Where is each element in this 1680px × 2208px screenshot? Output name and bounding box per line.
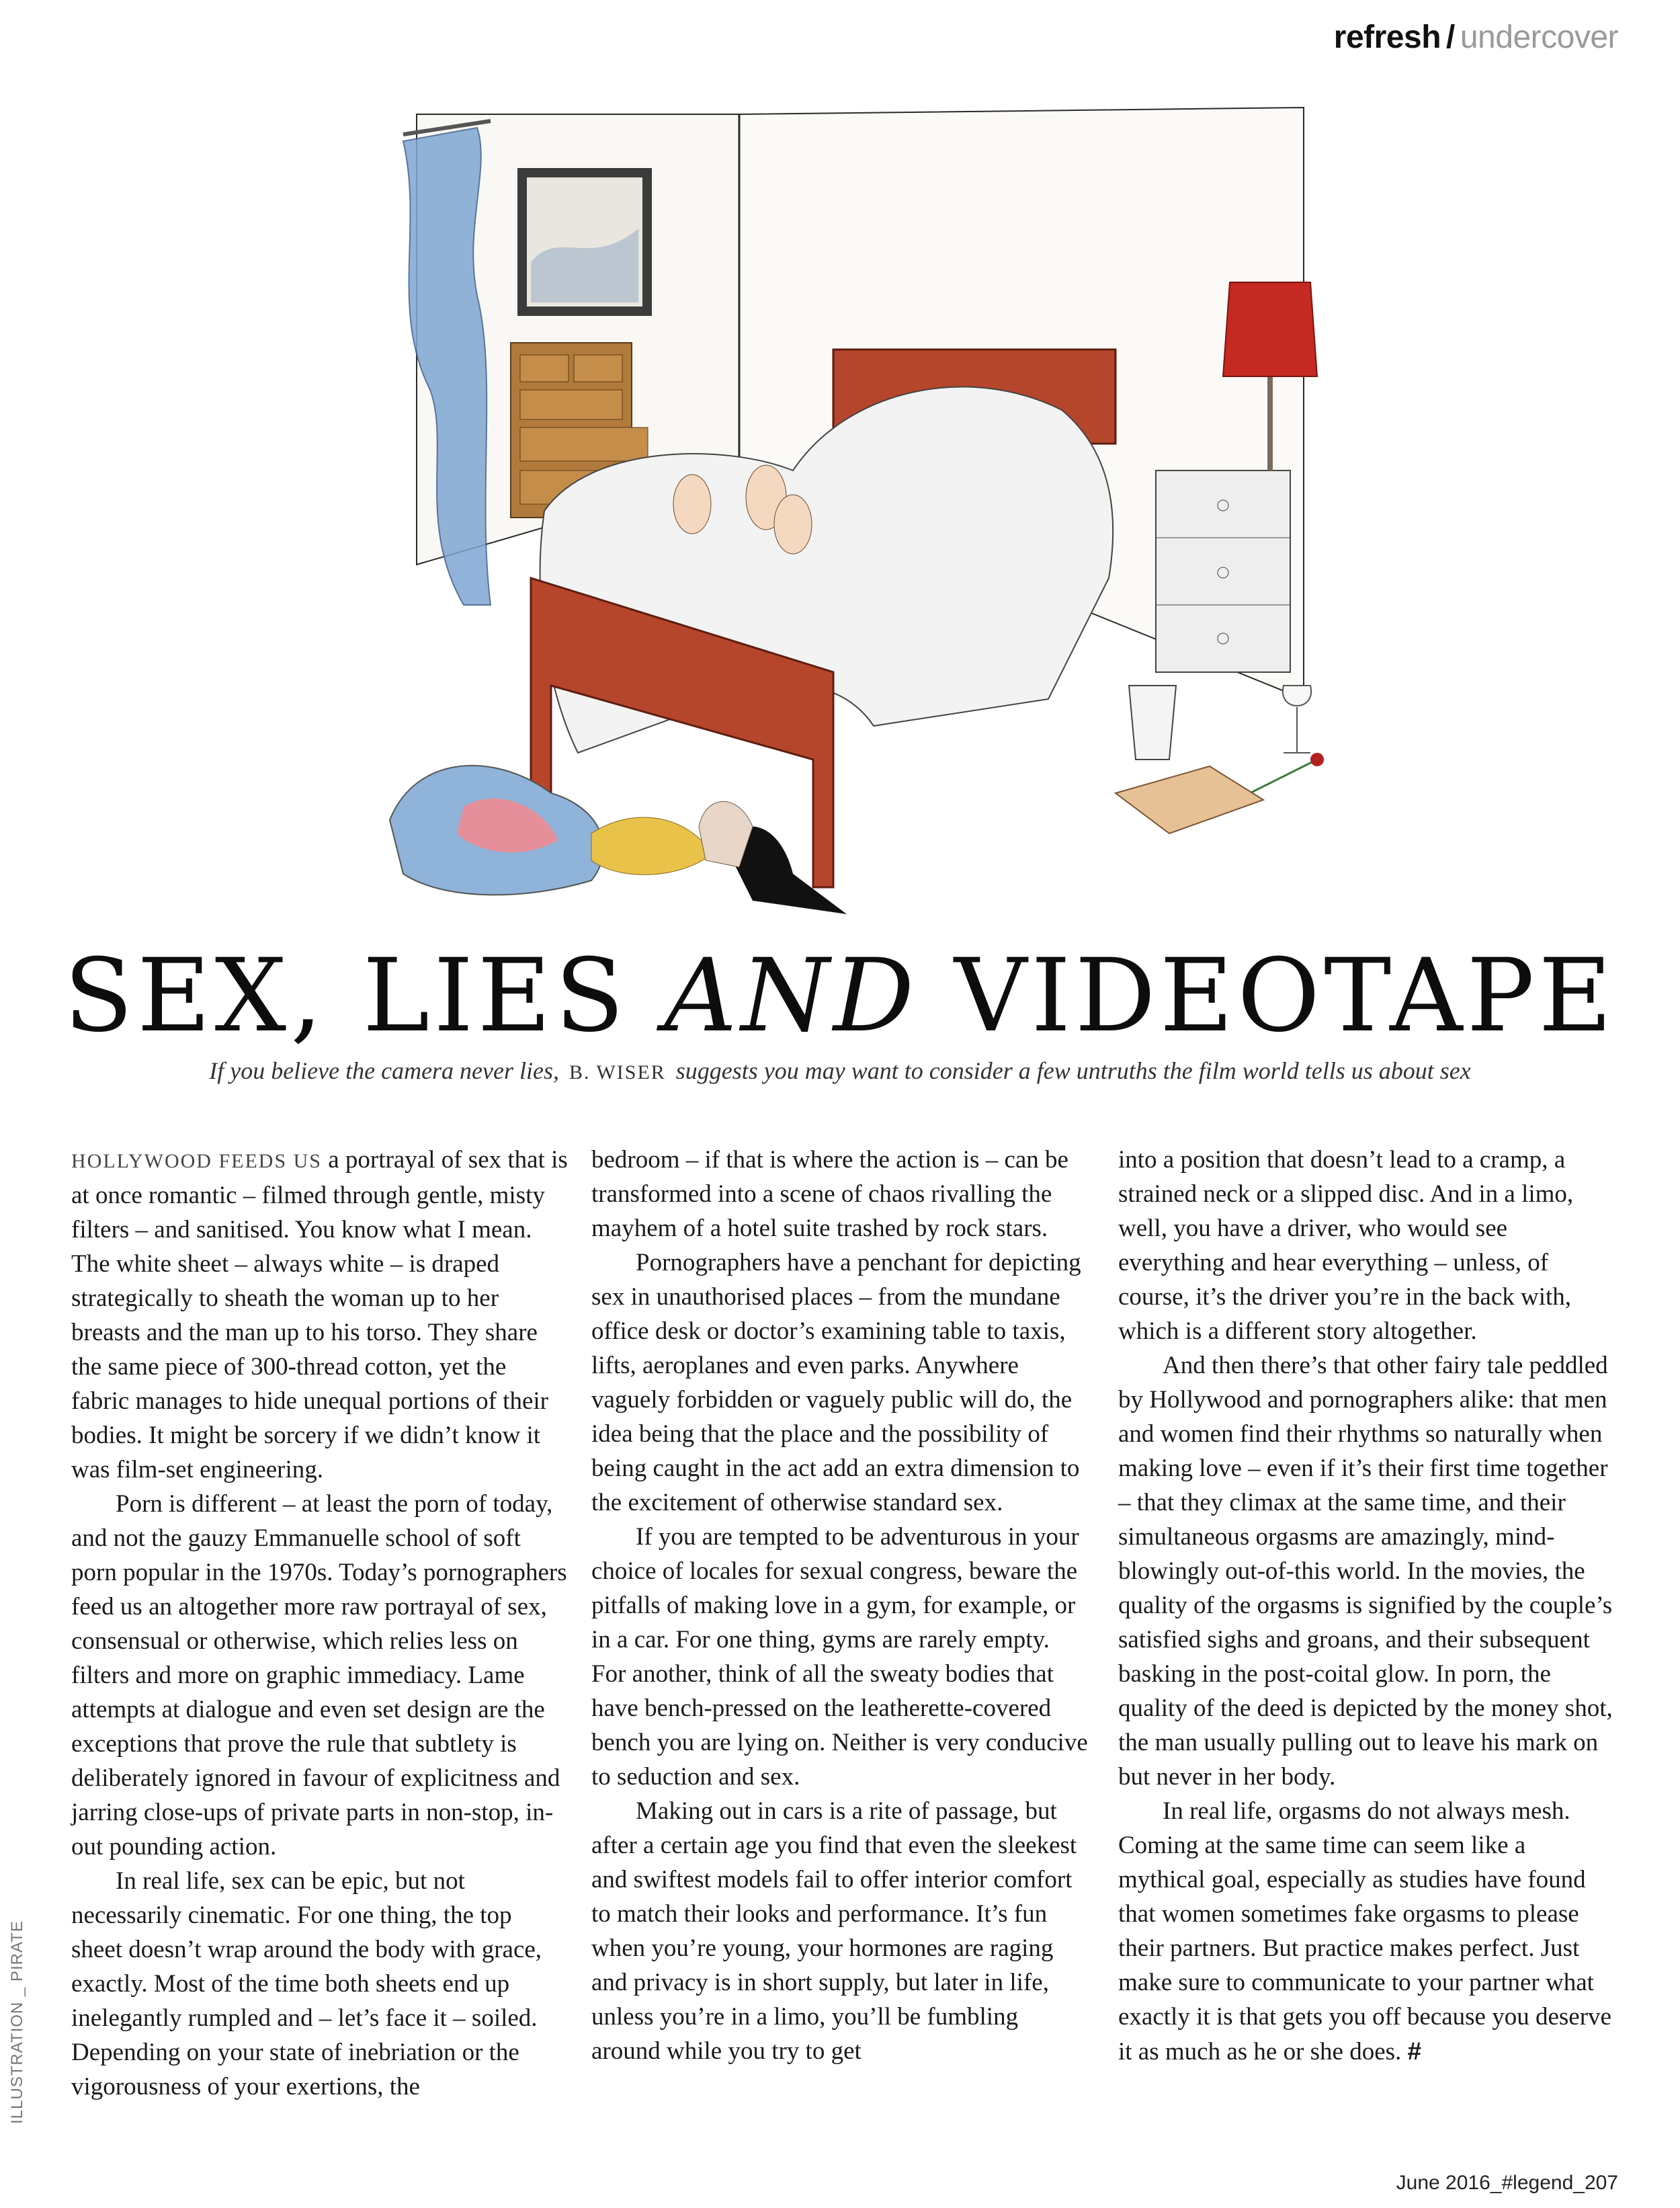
rose-stem [1250,760,1317,793]
paragraph-text: a portrayal of sex that is at once romantic – filmed through gentle, misty filters – and sanitised. You know what I mean. The white sheet – always white – is draped strategically to sheath the woman up to her breasts and the man up to his torso. They share the same piece of 300-thread cotton, yet the fabric manages to hide unequal portions of their bodies. It might be sorcery if we didn’t know it was film-set engineering. [71,1146,568,1483]
clothes-garment [591,817,712,874]
section-tag [1334,19,1618,56]
paragraph: Porn is different – at least the porn of today, and not the gauzy Emmanuelle school of soft porn popular in the 1970s. Today’s pornographers feed us an altogether more raw portrayal of sex, consensual or otherwise, which relies less on filters and more on graphic immediacy. Lame attempts at dialogue and even set design are the exceptions that prove the rule that subtlety is deliberately ignored in favour of explicitness and jarring close-ups of private parts in non-stop, in-out pounding action. [71,1490,567,1861]
subsection-label: undercover [1460,19,1618,55]
headline [0,938,1680,1055]
waste-bin [1129,686,1176,760]
rose [1310,753,1324,766]
foot [673,475,711,534]
paragraph: bedroom – if that is where the action is – can be transformed into a scene of chaos rivalling the mayhem of a hotel suite trashed by rock stars. [591,1146,1068,1242]
dresser-drawer [574,355,622,382]
bedroom-illustration [376,94,1331,928]
column-3 [1118,1143,1615,2069]
wine-glass [1283,686,1311,753]
paragraph: into a position that doesn’t lead to a cramp, a strained neck or a slipped disc. And in a limo, well, you have a driver, who would see everything and hear everything – unless, of course, it’s the driver you’re in the back with, which is a different story altogether. [1118,1146,1574,1345]
paragraph: Making out in cars is a rite of passage, but after a certain age you find that even the sleekest and swiftest models fail to offer interior comfort to match their looks and performance. It’s fun when you’re young, your hormones are raging and privacy is in short supply, but later in life, unless you’re in a limo, you’ll be fumbling around while you try to get [591,1797,1077,2065]
lamp-shade [1223,282,1317,376]
byline: B. WISER [569,1061,666,1083]
pizza-box [1116,766,1263,833]
foot [774,495,812,554]
column-2 [591,1143,1089,2068]
nightstand [1156,471,1290,672]
paragraph: If you are tempted to be adventurous in your choice of locales for sexual congress, beware the pitfalls of making love in a gym, for example, or in a car. For one thing, gyms are rarely empty. For another, think of all the sweaty bodies that have bench-pressed on the leatherette-covered bench you are lying on. Neither is very conducive to seduction and sex. [591,1523,1088,1791]
deck-intro: If you believe the camera never lies, [209,1057,559,1084]
section-label: refresh [1333,19,1441,55]
dresser-drawer [520,355,569,382]
paragraph: Pornographers have a penchant for depicting sex in unauthorised places – from the mundane office desk or doctor’s examining table to taxis, lifts, aeroplanes and even parks. Anywhere vaguely forbidden or vaguely public will do, the idea being that the place and the possibility of being caught in the act add an extra dimension to the excitement of otherwise standard sex. [591,1249,1081,1516]
section-separator: / [1446,19,1455,55]
deck-rest: suggests you may want to consider a few untruths the film world tells us about sex [675,1057,1471,1084]
illustration-credit: ILLUSTRATION _ PIRATE [8,1920,26,2124]
paragraph [1118,1794,1615,2069]
headline-part1: SEX, LIES [64,938,665,1055]
headline-part2: VIDEOTAPE [918,938,1616,1055]
paragraph-text: In real life, orgasms do not always mesh. Coming at the same time can seem like a mythical goal, especially as studies have found that women sometimes fake orgasms to please their partners. But practice makes perfect. Just make sure to communicate to your partner what exactly it is that gets you off because you deserve it as much as he or she does. [1118,1797,1611,2066]
paragraph [71,1143,569,1487]
dresser-drawer-open [520,427,648,461]
dresser-drawer [520,390,622,419]
paragraph: In real life, sex can be epic, but not necessarily cinematic. For one thing, the top sheet doesn’t wrap around the body with grace, exactly. Most of the time both sheets end up inelegantly rumpled and – let’s face it – soiled. Depending on your state of inebriation or the vigorousness of your exertions, the [71,1867,542,2100]
standfirst [0,1057,1680,1085]
lead-in: HOLLYWOOD FEEDS US [71,1150,322,1172]
end-mark: # [1407,2037,1422,2065]
paragraph: And then there’s that other fairy tale peddled by Hollywood and pornographers alike: that men and women find their rhythms so naturally when making love – even if it’s their first time together – that they climax at the same time, and their simultaneous orgasms are amazingly, mind-blowingly out-of-this world. In the movies, the quality of the orgasms is signified by the couple’s satisfied sighs and groans, and their subsequent basking in the post-coital glow. In porn, the quality of the deed is depicted by the money shot, the man usually pulling out to leave his mark on but never in her body. [1118,1352,1613,1791]
page-folio: June 2016_#legend_207 [1396,2172,1618,2194]
column-1 [71,1143,569,2104]
headline-italic: AND [664,938,919,1055]
